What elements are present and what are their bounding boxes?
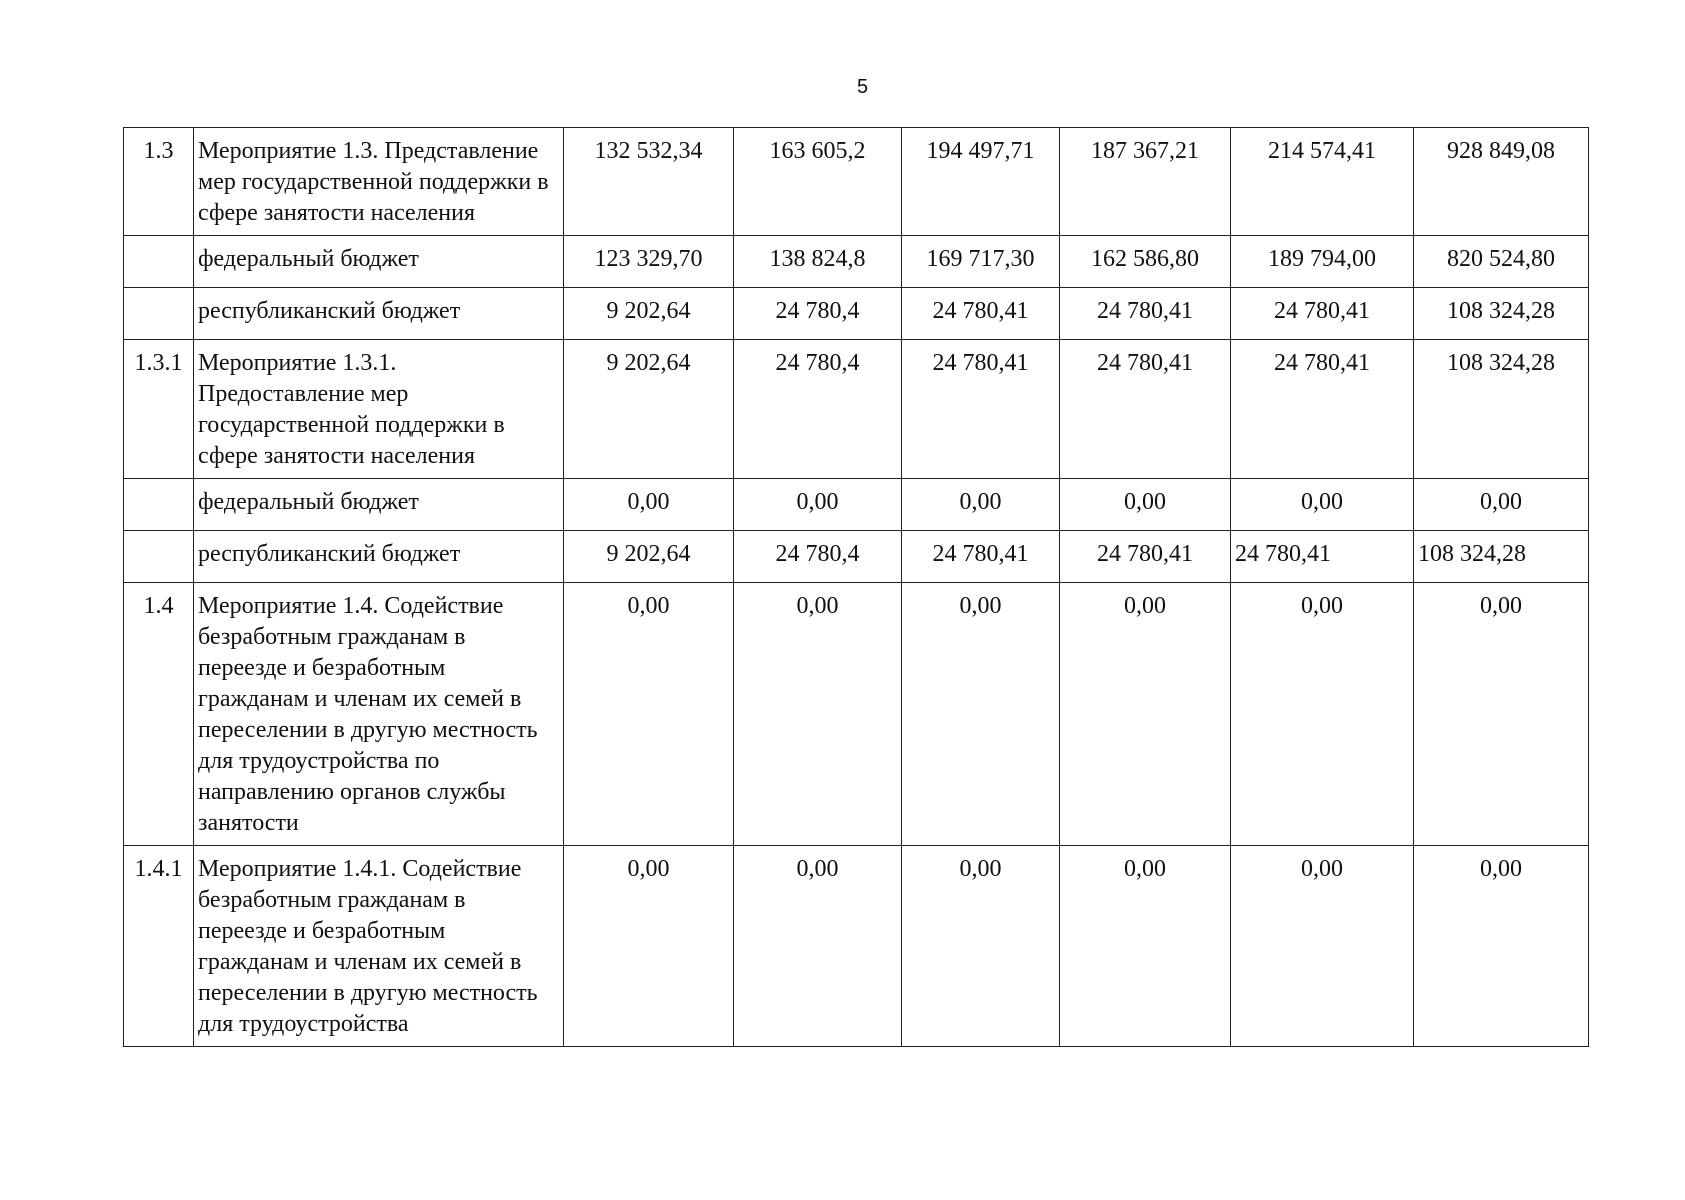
value-cell: 0,00	[1060, 479, 1231, 531]
total-cell: 928 849,08	[1414, 128, 1589, 236]
value-cell: 0,00	[734, 479, 902, 531]
row-number	[124, 288, 194, 340]
value-cell: 163 605,2	[734, 128, 902, 236]
value-cell: 24 780,41	[902, 288, 1060, 340]
row-number	[124, 236, 194, 288]
row-number: 1.3	[124, 128, 194, 236]
value-cell: 123 329,70	[564, 236, 734, 288]
value-cell: 24 780,41	[1231, 340, 1414, 479]
value-cell: 0,00	[564, 583, 734, 846]
table-row	[124, 236, 1589, 288]
value-cell: 189 794,00	[1231, 236, 1414, 288]
measure-name: Мероприятие 1.3. Представление мер государственной поддержки в сфере занятости населения	[194, 128, 564, 236]
value-cell: 187 367,21	[1060, 128, 1231, 236]
row-number: 1.4.1	[124, 846, 194, 1047]
budget-table	[123, 127, 1589, 1047]
measure-name: Мероприятие 1.3.1. Предоставление мер государственной поддержки в сфере занятости населения	[194, 340, 564, 479]
budget-source-label: республиканский бюджет	[194, 531, 564, 583]
value-cell: 169 717,30	[902, 236, 1060, 288]
value-cell: 24 780,41	[902, 340, 1060, 479]
value-cell: 24 780,41	[902, 531, 1060, 583]
value-cell: 24 780,4	[734, 531, 902, 583]
total-cell: 0,00	[1414, 846, 1589, 1047]
value-cell: 24 780,41	[1231, 531, 1414, 583]
row-number	[124, 531, 194, 583]
value-cell: 24 780,4	[734, 288, 902, 340]
row-number	[124, 479, 194, 531]
table-row	[124, 479, 1589, 531]
table-row	[124, 531, 1589, 583]
total-cell: 108 324,28	[1414, 340, 1589, 479]
value-cell: 0,00	[564, 846, 734, 1047]
value-cell: 0,00	[564, 479, 734, 531]
value-cell: 24 780,4	[734, 340, 902, 479]
table-row	[124, 583, 1589, 846]
value-cell: 9 202,64	[564, 531, 734, 583]
value-cell: 0,00	[902, 846, 1060, 1047]
budget-source-label: федеральный бюджет	[194, 479, 564, 531]
value-cell: 9 202,64	[564, 340, 734, 479]
row-number: 1.4	[124, 583, 194, 846]
value-cell: 0,00	[734, 846, 902, 1047]
table-row	[124, 340, 1589, 479]
value-cell: 24 780,41	[1060, 340, 1231, 479]
value-cell: 138 824,8	[734, 236, 902, 288]
value-cell: 0,00	[1231, 846, 1414, 1047]
value-cell: 214 574,41	[1231, 128, 1414, 236]
value-cell: 24 780,41	[1060, 531, 1231, 583]
value-cell: 132 532,34	[564, 128, 734, 236]
page-number: 5	[856, 76, 869, 98]
value-cell: 0,00	[902, 583, 1060, 846]
table-row	[124, 846, 1589, 1047]
value-cell: 0,00	[734, 583, 902, 846]
total-cell: 0,00	[1414, 583, 1589, 846]
table-row	[124, 288, 1589, 340]
value-cell: 0,00	[1060, 583, 1231, 846]
value-cell: 24 780,41	[1060, 288, 1231, 340]
measure-name: Мероприятие 1.4. Содействие безработным гражданам в переезде и безработным гражданам и членам их семей в переселении в другую местность для трудоустройства по направлению органов службы занятости	[194, 583, 564, 846]
value-cell: 0,00	[1231, 583, 1414, 846]
value-cell: 0,00	[1060, 846, 1231, 1047]
total-cell: 108 324,28	[1414, 531, 1589, 583]
value-cell: 9 202,64	[564, 288, 734, 340]
value-cell: 0,00	[902, 479, 1060, 531]
total-cell: 0,00	[1414, 479, 1589, 531]
budget-source-label: республиканский бюджет	[194, 288, 564, 340]
table-row	[124, 128, 1589, 236]
row-number: 1.3.1	[124, 340, 194, 479]
value-cell: 194 497,71	[902, 128, 1060, 236]
value-cell: 0,00	[1231, 479, 1414, 531]
total-cell: 820 524,80	[1414, 236, 1589, 288]
value-cell: 24 780,41	[1231, 288, 1414, 340]
value-cell: 162 586,80	[1060, 236, 1231, 288]
total-cell: 108 324,28	[1414, 288, 1589, 340]
measure-name: Мероприятие 1.4.1. Содействие безработным гражданам в переезде и безработным гражданам и членам их семей в переселении в другую местность для трудоустройства	[194, 846, 564, 1047]
budget-source-label: федеральный бюджет	[194, 236, 564, 288]
